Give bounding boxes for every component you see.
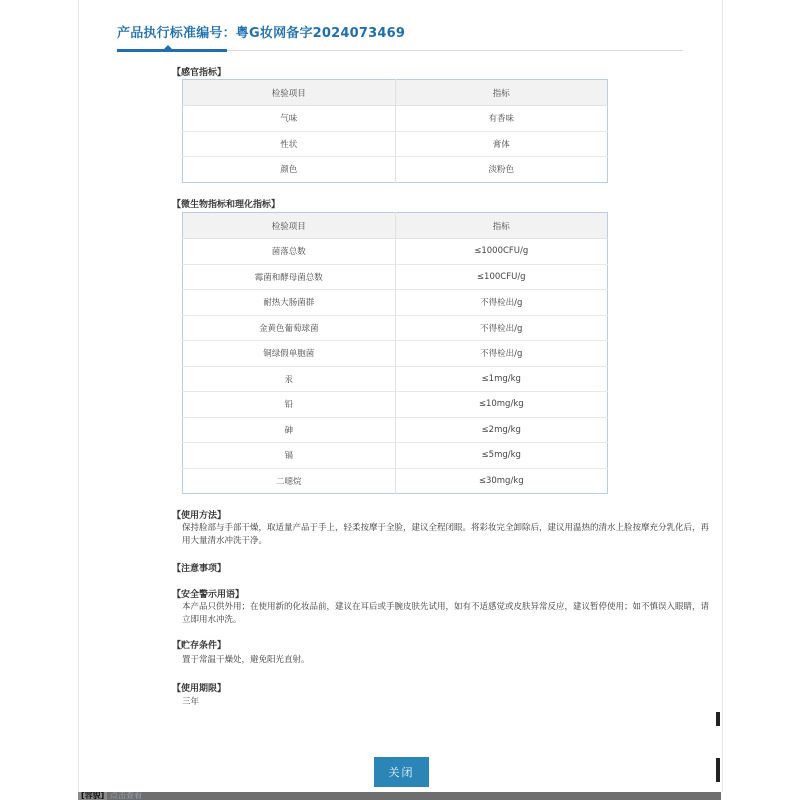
test-item-cell: 铜绿假单胞菌 [183, 341, 396, 367]
column-header: 检验项目 [183, 213, 396, 239]
table-row [183, 157, 608, 183]
column-header: 指标 [395, 213, 608, 239]
table-header-row [183, 213, 608, 239]
column-header: 检验项目 [183, 80, 396, 106]
test-item-cell: 镉 [183, 443, 396, 469]
test-item-cell: 金黄色葡萄球菌 [183, 315, 396, 341]
storage-text: 置于常温干燥处，避免阳光直射。 [182, 655, 310, 665]
warning-text: 本产品只供外用；在使用新的化妆品前，建议在耳后或手腕皮肤先试用，如有不适感觉或皮肤异常反应，建议暂停使用；如不慎误入眼睛，请立即用水冲洗。 [182, 602, 710, 625]
table-row [183, 239, 608, 265]
indicator-cell: ≤5mg/kg [395, 443, 608, 469]
dialog-header [117, 22, 683, 51]
test-item-cell: 铅 [183, 392, 396, 418]
table-row [183, 315, 608, 341]
test-item-cell: 二噁烷 [275, 476, 302, 487]
table-row [183, 366, 608, 392]
storage-section-title: 【贮存条件】 [172, 641, 227, 651]
test-item-cell: 菌落总数 [183, 239, 396, 265]
indicator-cell: 膏体 [395, 131, 608, 157]
table-row [183, 264, 608, 290]
product-info-dialog [78, 0, 723, 792]
sensory-table [182, 79, 608, 183]
close-button[interactable]: 关闭 [374, 757, 429, 787]
warning-section-title: 【安全警示用语】 [172, 590, 245, 600]
column-header: 指标 [395, 80, 608, 106]
indicator-cell: ≤30mg/kg [395, 468, 608, 494]
indicator-cell: 不得检出/g [395, 341, 608, 367]
test-item-cell: 耐热大肠菌群 [183, 290, 396, 316]
indicator-cell: 不得检出/g [395, 315, 608, 341]
scrollbar-thumb-lower[interactable] [716, 758, 720, 782]
bottom-tab-label: [容貌] [78, 792, 107, 800]
test-item-cell: 汞 [183, 366, 396, 392]
table-row [183, 443, 608, 469]
test-item-cell: 性状 [183, 131, 396, 157]
table-row [183, 392, 608, 418]
indicator-cell: 不得检出/g [395, 290, 608, 316]
usage-section-title: 【使用方法】 [172, 511, 227, 521]
dialog-title: 产品执行标准编号：粤G妆网备字2024073469 [117, 26, 406, 41]
page-left-margin [0, 0, 78, 800]
table-row [183, 417, 608, 443]
title-caret-icon [164, 45, 172, 49]
table-header-row [183, 80, 608, 106]
test-item-cell: 颜色 [280, 165, 298, 176]
sensory-section-title: 【感官指标】 [172, 68, 227, 78]
scrollbar-thumb[interactable] [716, 712, 720, 726]
table-row [183, 106, 608, 132]
indicator-cell: 淡粉色 [395, 157, 608, 183]
test-item-cell: 砷 [183, 417, 396, 443]
table-row [183, 341, 608, 367]
bottom-view-link[interactable]: 点击查看 [110, 792, 142, 800]
micro-section-title: 【微生物指标和理化指标】 [172, 200, 281, 210]
table-row [183, 131, 608, 157]
table-row [183, 290, 608, 316]
bottom-strip [78, 792, 721, 800]
indicator-cell: ≤1mg/kg [395, 366, 608, 392]
micro-table [182, 212, 608, 494]
shelf-life-text: 三年 [182, 697, 200, 707]
notes-section-title: 【注意事项】 [172, 564, 227, 574]
title-underline [117, 49, 227, 52]
indicator-cell: ≤2mg/kg [395, 417, 608, 443]
test-item-cell: 霉菌和酵母菌总数 [183, 264, 396, 290]
test-item-cell: 气味 [183, 106, 396, 132]
table-row [183, 468, 608, 494]
indicator-cell: ≤10mg/kg [395, 392, 608, 418]
indicator-cell: ≤100CFU/g [395, 264, 608, 290]
indicator-cell: 有香味 [395, 106, 608, 132]
shelf-life-section-title: 【使用期限】 [172, 684, 227, 694]
usage-text: 保持脸部与手部干燥，取适量产品于手上，轻柔按摩于全脸，建议全程闭眼。将彩妆完全卸除后，建议用温热的清水上脸按摩充分乳化后，再用大量清水冲洗干净。 [182, 523, 710, 546]
indicator-cell: ≤1000CFU/g [395, 239, 608, 265]
